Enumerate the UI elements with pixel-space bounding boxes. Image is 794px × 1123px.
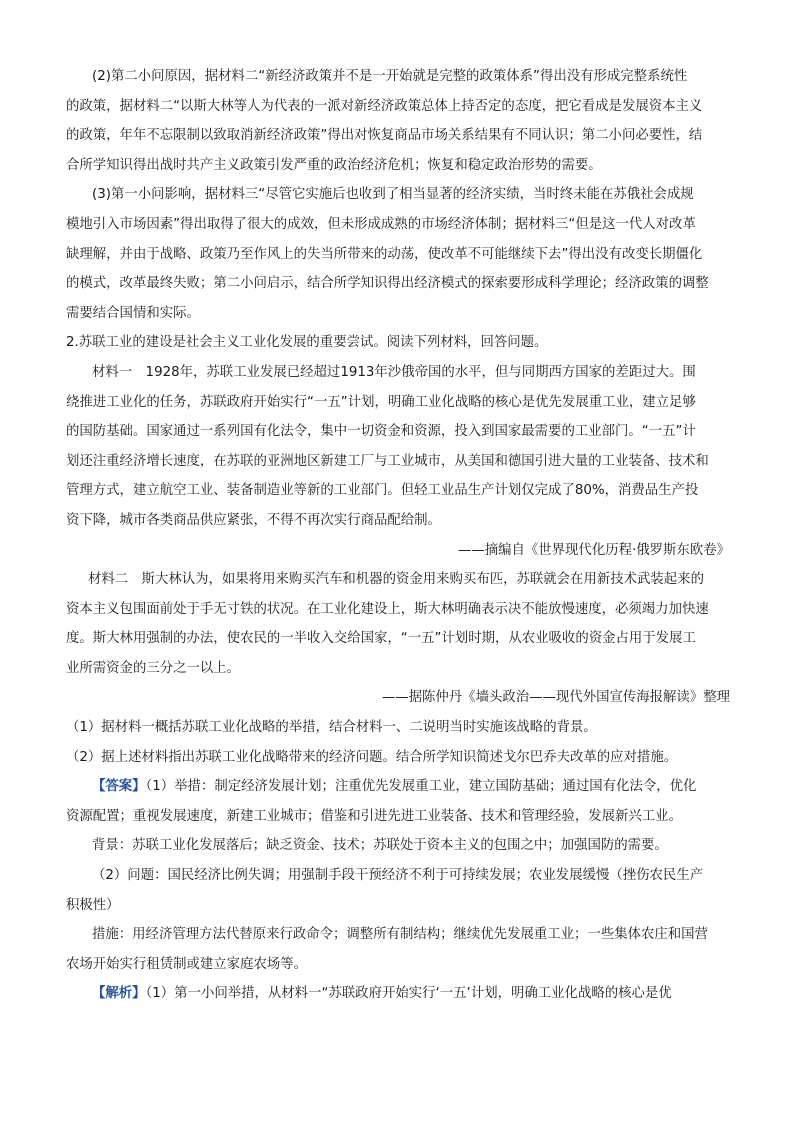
question-2-intro: 2.苏联工业的建设是社会主义工业化发展的重要尝试。阅读下列材料，回答问题。 [66, 335, 548, 351]
material-1-line-6: 资下降，城市各类商品供应紧张，不得不再次实行商品配给制。 [66, 512, 441, 528]
p2-line-1: (3)第一小问影响，据材料三“尽管它实施后也收到了相当显著的经济实绩，当时终未能在苏俄社会成规 [92, 187, 694, 203]
p1-line-4: 合所学知识得出战时共产主义政策引发严重的政治经济危机；恢复和稳定政治形势的需要。 [66, 157, 602, 173]
answer-line-6: 措施：用经济管理方法代替原来行政命令；调整所有制结构；继续优先发展重工业；一些集体农庄和国营 [92, 927, 708, 943]
answer-line-4: （2）问题：国民经济比例失调；用强制手段干预经济不利于可持续发展；农业发展缓慢（挫伤农民生产 [92, 868, 704, 884]
material-1-line-2: 绕推进工业化的任务，苏联政府开始实行“一五”计划，明确工业化战略的核心是优先发展重工业，建立足够 [66, 394, 696, 410]
answer-text-1: （1）举措：制定经济发展计划；注重优先发展重工业，建立国防基础；通过国有化法令，优化 [145, 779, 697, 795]
material-2-line-1: 材料二 斯大林认为，如果将用来购买汽车和机器的资金用来购买布匹，苏联就会在用新技术武装起来的 [88, 572, 704, 588]
answer-line-7: 农场开始实行租赁制或建立家庭农场等。 [66, 956, 308, 972]
answer-tag: 【答案】 [92, 779, 146, 795]
answer-line-2: 资源配置；重视发展速度，新建工业城市；借鉴和引进先进工业装备、技术和管理经验，发展新兴工业。 [66, 808, 682, 824]
material-2-source: ——据陈仲丹《墙头政治——现代外国宣传海报解读》整理 [381, 690, 730, 706]
document-page [66, 62, 730, 1009]
material-1-source: ——摘编自《世界现代化历程·俄罗斯东欧卷》 [457, 542, 730, 558]
answer-line-5: 积极性） [66, 897, 120, 913]
p1-line-2: 的政策，据材料二“以斯大林等人为代表的一派对新经济政策总体上持否定的态度，把它看成是发展资本主义 [66, 98, 703, 114]
analysis-text: （1）第一小问举措，从材料一“苏联政府开始实行‘一五’计划，明确工业化战略的核心是优 [145, 986, 672, 1002]
p2-line-2: 模地引入市场因素”得出取得了很大的成效，但未形成成熟的市场经济体制；据材料三“但是这一代人对改革 [66, 216, 696, 232]
answer-line-3: 背景：苏联工业化发展落后；缺乏资金、技术；苏联处于资本主义的包围之中；加强国防的需要。 [92, 838, 668, 854]
material-2-line-2: 资本主义包围面前处于手无寸铁的状况。在工业化建设上，斯大林明确表示决不能放慢速度，必须竭力加快速 [66, 601, 709, 617]
sub-question-1: （1）据材料一概括苏联工业化战略的举措，结合材料一、二说明当时实施该战略的背景。 [66, 720, 597, 736]
analysis-line-1 [66, 979, 730, 1009]
p1-line-3: 的政策，年年不忘限制以致取消新经济政策”得出对恢复商品市场关系结果有不同认识；第二小问必要性，结 [66, 128, 703, 144]
analysis-tag: 【解析】 [92, 986, 146, 1002]
material-2-line-3: 度。斯大林用强制的办法，使农民的一半收入交给国家，“一五”计划时期，从农业吸收的资金占用于发展工 [66, 631, 696, 647]
p2-line-3: 缺理解，并由于战略、政策乃至作风上的失当所带来的动荡，使改革不可能继续下去”得出没有改变长期僵化 [66, 246, 703, 262]
material-1-line-4: 划还注重经济增长速度，在苏联的亚洲地区新建工厂与工业城市，从美国和德国引进大量的工业装备、技术和 [66, 453, 709, 469]
material-2-line-4: 业所需资金的三分之一以上。 [66, 660, 241, 676]
p2-line-4: 的模式，改革最终失败；第二小问启示，结合所学知识得出经济模式的探索要形成科学理论；经济政策的调整 [66, 276, 709, 292]
p2-line-5: 需要结合国情和实际。 [66, 305, 200, 321]
p1-line-1: (2)第二小问原因，据材料二“新经济政策并不是一开始就是完整的政策体系”得出没有形成完整系统性 [92, 69, 688, 84]
material-1-line-3: 的国防基础。国家通过一系列国有化法令，集中一切资金和资源，投入到国家最需要的工业部门。“一五”计 [66, 424, 696, 440]
answer-line-1 [66, 772, 730, 802]
material-1-line-5: 管理方式，建立航空工业、装备制造业等新的工业部门。但轻工业品生产计划仅完成了80%，消费品生产投 [66, 483, 699, 499]
sub-question-2: （2）据上述材料指出苏联工业化战略带来的经济问题。结合所学知识简述戈尔巴乔夫改革的应对措施。 [66, 749, 678, 765]
material-1-line-1: 材料一 1928年，苏联工业发展已经超过1913年沙俄帝国的水平，但与同期西方国家的差距过大。围 [92, 364, 696, 380]
